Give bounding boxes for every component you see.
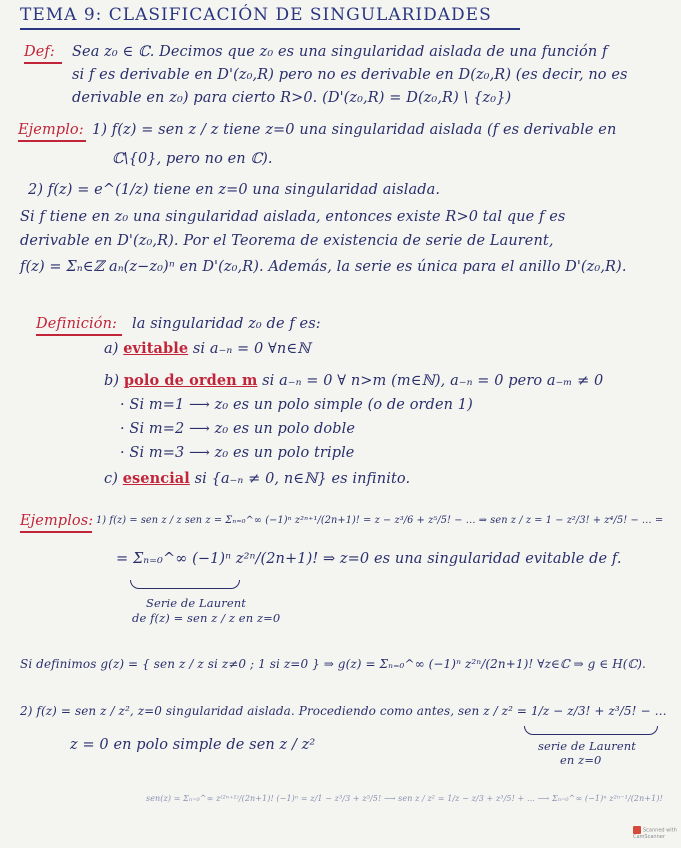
item-b-case-3: · Si m=3 ⟶ z₀ es un polo triple [120, 445, 355, 461]
example-1-line-2: ℂ\{0}, pero no en ℂ). [112, 151, 273, 167]
definition-line-2: si f es derivable en D'(z₀,R) pero no es derivable en D(z₀,R) (es decir, no es [72, 67, 628, 83]
laurent-line-3: f(z) = Σₙ∈ℤ aₙ(z−z₀)ⁿ en D'(z₀,R). Además, la serie es única para el anillo D'(z₀,R). [20, 259, 627, 275]
item-c-term: esencial [122, 470, 190, 487]
classification-intro: la singularidad z₀ de f es: [132, 316, 321, 332]
classification-label: Definición: [36, 316, 117, 332]
brace-note-4: en z=0 [560, 753, 602, 767]
item-c-prefix: c) [104, 471, 118, 487]
example-2-line: 2) f(z) = e^(1/z) tiene en z=0 una singularidad aislada. [28, 182, 441, 198]
item-b-prefix: b) [104, 373, 120, 389]
camscanner-logo-icon [633, 826, 641, 834]
camscanner-watermark [633, 826, 677, 844]
item-a-term: evitable [123, 340, 189, 357]
item-c-rest: si {a₋ₙ ≠ 0, n∈ℕ} es infinito. [194, 471, 411, 487]
example-label: Ejemplo: [18, 122, 84, 138]
laurent-brace-1 [130, 580, 240, 589]
example-1-line-1: 1) f(z) = sen z / z tiene z=0 una singularidad aislada (f es derivable en [92, 122, 617, 138]
classification-label-underline [36, 334, 122, 336]
brace-note-3: serie de Laurent [538, 739, 636, 753]
item-b-case-1: · Si m=1 ⟶ z₀ es un polo simple (o de orden 1) [120, 397, 473, 413]
item-b [104, 372, 603, 390]
definition-line-3: derivable en z₀) para cierto R>0. (D'(z₀,R) = D(z₀,R) \ {z₀}) [72, 90, 512, 106]
watermark-line-2: CamScanner [633, 834, 665, 840]
brace-note-2: de f(z) = sen z / z en z=0 [132, 611, 281, 625]
example-label-underline [18, 140, 86, 142]
item-b-case-2: · Si m=2 ⟶ z₀ es un polo doble [120, 421, 356, 437]
definition-label-underline [24, 62, 62, 64]
definition-line-1: Sea z₀ ∈ ℂ. Decimos que z₀ es una singularidad aislada de una función f [72, 44, 608, 60]
page-title: TEMA 9: CLASIFICACIÓN DE SINGULARIDADES [20, 5, 492, 25]
laurent-line-2: derivable en D'(z₀,R). Por el Teorema de existencia de serie de Laurent, [20, 233, 554, 249]
item-a [104, 340, 311, 358]
definition-label: Def: [24, 44, 55, 60]
examples-2-line-2: z = 0 en polo simple de sen z / z² [70, 737, 316, 753]
item-a-rest: si a₋ₙ = 0 ∀n∈ℕ [192, 341, 311, 357]
examples-2-line-1: 2) f(z) = sen z / z², z=0 singularidad aislada. Procediendo como antes, sen z / z² = 1/z − z/3! + z³/5! − … [20, 704, 667, 718]
faded-scratch-line: sen(z) = Σₙ₌₀^∞ z⁽²ⁿ⁺¹⁾/(2n+1)! (−1)ⁿ = z/1 − z³/3 + z⁵/5! ⟶ sen z / z² = 1/z − z/3 + z³/5! + … ⟶ Σₙ₌₀^∞ (−1)ⁿ z²ⁿ⁻¹/(2n+1)! [146, 794, 663, 803]
item-c [104, 470, 410, 488]
laurent-line-1: Si f tiene en z₀ una singularidad aislada, entonces existe R>0 tal que f es [20, 209, 566, 225]
title-underline [20, 28, 520, 30]
brace-note-1: Serie de Laurent [146, 596, 246, 610]
examples-1-line-1: 1) f(z) = sen z / z sen z = Σₙ₌₀^∞ (−1)ⁿ z²ⁿ⁺¹/(2n+1)! = z − z³/6 + z⁵/5! − … ⇒ sen z / z = 1 − z²/3! + z⁴/5! − … = [96, 515, 664, 526]
g-definition-line: Si definimos g(z) = { sen z / z si z≠0 ; 1 si z=0 } ⇒ g(z) = Σₙ₌₀^∞ (−1)ⁿ z²ⁿ/(2n+1)! ∀z∈ℂ ⇒ g ∈ H(ℂ). [20, 657, 646, 671]
watermark-line-1: Scanned with [643, 827, 677, 834]
laurent-brace-2 [524, 726, 658, 735]
item-a-prefix: a) [104, 341, 119, 357]
item-b-rest: si a₋ₙ = 0 ∀ n>m (m∈ℕ), a₋ₙ = 0 pero a₋ₘ ≠ 0 [262, 373, 604, 389]
item-b-term: polo de orden m [123, 372, 258, 389]
examples-label: Ejemplos: [20, 513, 94, 529]
examples-1-line-2: = Σₙ₌₀^∞ (−1)ⁿ z²ⁿ/(2n+1)! ⇒ z=0 es una singularidad evitable de f. [116, 551, 622, 567]
examples-label-underline [20, 531, 92, 533]
